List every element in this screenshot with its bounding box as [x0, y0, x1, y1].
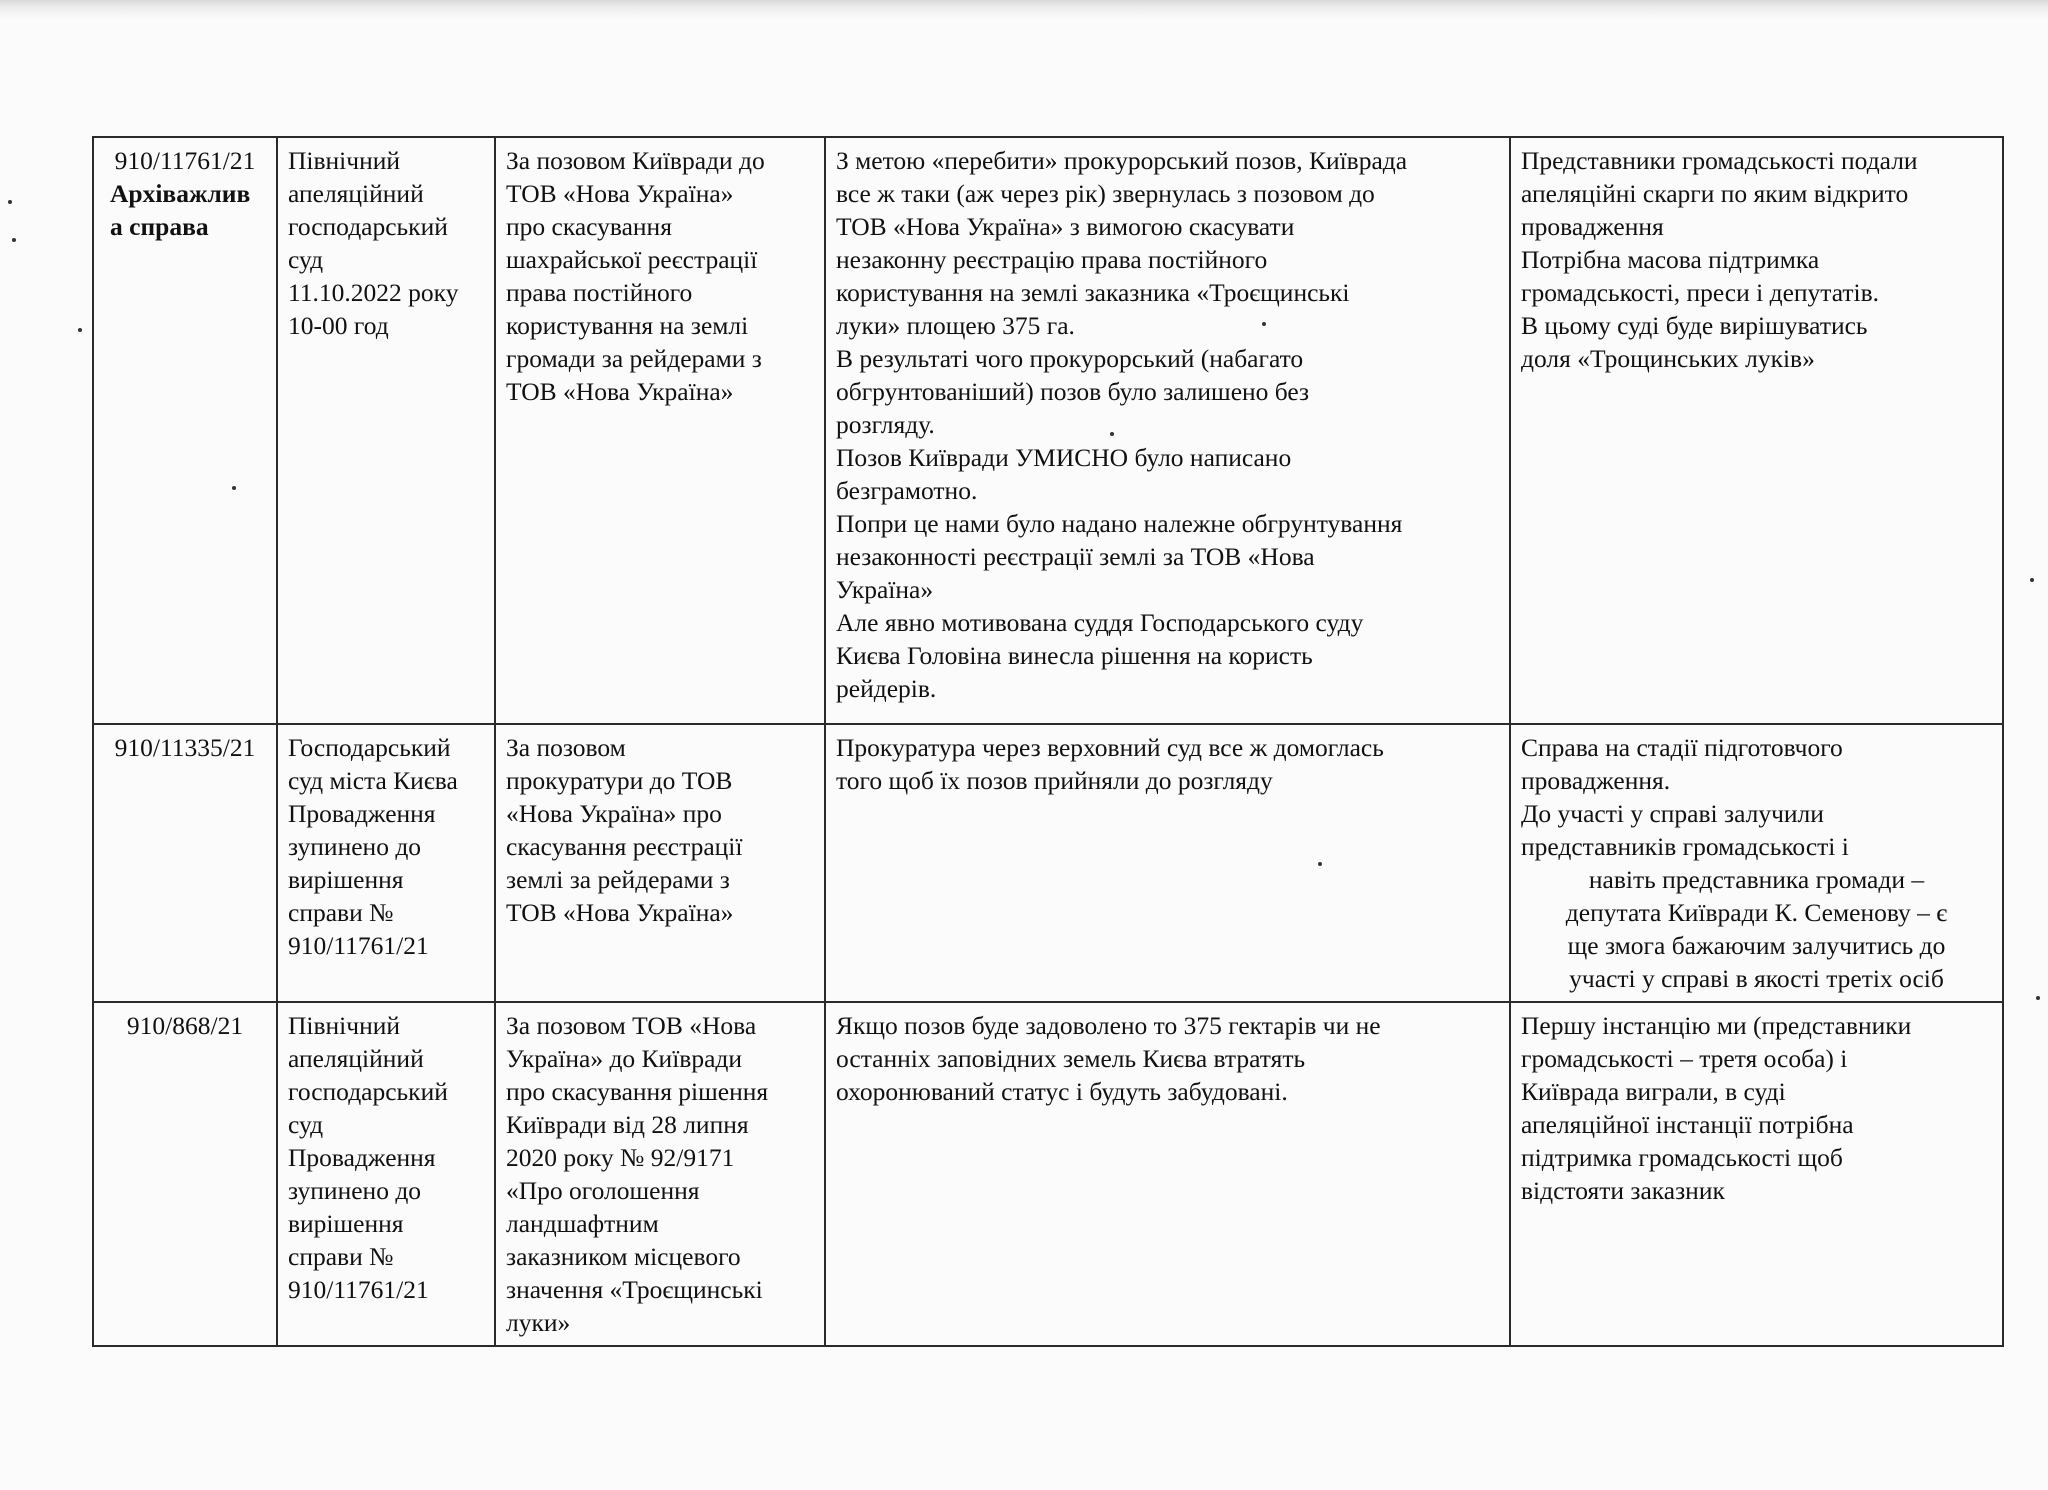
status-line: З метою «перебити» прокурорський позов, Київрада — [836, 146, 1408, 175]
note-line: громадськості – третя особа) і — [1521, 1044, 1848, 1073]
status-line: Прокуратура через верховний суд все ж домоглась — [836, 733, 1384, 762]
table-row — [93, 137, 2003, 724]
note-line: провадження. — [1521, 766, 1671, 795]
claim-cell — [495, 137, 825, 724]
court-line: вирішення — [288, 1209, 404, 1238]
claim-line: громади за рейдерами з — [506, 344, 762, 373]
status-line: В результаті чого прокурорський (набагато — [836, 344, 1304, 373]
status-cell — [825, 137, 1510, 724]
court-line: 10-00 год — [288, 311, 389, 340]
claim-line: ТОВ «Нова Україна» — [506, 179, 734, 208]
court-cell — [277, 724, 495, 1002]
claim-line: За позовом ТОВ «Нова — [506, 1011, 757, 1040]
court-line: суд — [288, 1110, 324, 1139]
court-line: апеляційний — [288, 179, 424, 208]
claim-line: прокуратури до ТОВ — [506, 766, 733, 795]
status-line: Україна» — [836, 575, 934, 604]
case-number-cell — [93, 137, 277, 724]
claim-line: ландшафтним — [506, 1209, 659, 1238]
court-line: справи № — [288, 1242, 394, 1271]
note-line: депутата Київради К. Семенову – є — [1565, 898, 1948, 927]
note-line: апеляційної інстанції потрібна — [1521, 1110, 1854, 1139]
status-line: Якщо позов буде задоволено то 375 гектарів чи не — [836, 1011, 1381, 1040]
claim-line: Україна» до Київради — [506, 1044, 743, 1073]
court-line: вирішення — [288, 865, 404, 894]
note-cell — [1510, 137, 2003, 724]
court-cell — [277, 137, 495, 724]
note-line: провадження — [1521, 212, 1664, 241]
claim-line: землі за рейдерами з — [506, 865, 730, 894]
court-line: 910/11761/21 — [288, 931, 429, 960]
claim-line: Київради від 28 липня — [506, 1110, 749, 1139]
case-number: 910/11335/21 — [114, 733, 256, 762]
court-line: апеляційний — [288, 1044, 424, 1073]
court-line: зупинено до — [288, 1176, 422, 1205]
claim-cell — [495, 1002, 825, 1346]
court-line: Північний — [288, 146, 401, 175]
claim-line: права постійного — [506, 278, 693, 307]
claim-line: заказником місцевого — [506, 1242, 741, 1271]
status-line: незаконності реєстрації землі за ТОВ «Нова — [836, 542, 1315, 571]
claim-cell — [495, 724, 825, 1002]
court-line: господарський — [288, 1077, 448, 1106]
claim-line: ТОВ «Нова Україна» — [506, 377, 734, 406]
status-line: охоронюваний статус і будуть забудовані. — [836, 1077, 1288, 1106]
court-line: суд міста Києва — [288, 766, 458, 795]
note-cell — [1510, 724, 2003, 1002]
status-line: рейдерів. — [836, 674, 937, 703]
claim-line: користування на землі — [506, 311, 749, 340]
note-line: доля «Трощинських луків» — [1521, 344, 1815, 373]
court-line: Провадження — [288, 799, 436, 828]
note-line: громадськості, преси і депутатів. — [1521, 278, 1880, 307]
scan-speck — [12, 238, 16, 242]
note-line: До участі у справі залучили — [1521, 799, 1824, 828]
note-cell — [1510, 1002, 2003, 1346]
status-line: ТОВ «Нова Україна» з вимогою скасувати — [836, 212, 1295, 241]
note-line: Представники громадськості подали — [1521, 146, 1918, 175]
status-line: Попри це нами було надано належне обгрунтування — [836, 509, 1403, 538]
court-line: справи № — [288, 898, 394, 927]
claim-line: значення «Троєщинські — [506, 1275, 763, 1304]
case-number-cell — [93, 1002, 277, 1346]
cases-table — [92, 136, 2004, 1347]
scan-edge — [0, 0, 2048, 18]
court-line: Північний — [288, 1011, 401, 1040]
note-line: представників громадськості і — [1521, 832, 1849, 861]
note-line: ще змога бажаючим залучитись до — [1567, 931, 1946, 960]
status-line: останніх заповідних земель Києва втратять — [836, 1044, 1306, 1073]
status-line: незаконну реєстрацію права постійного — [836, 245, 1268, 274]
court-line: суд — [288, 245, 324, 274]
scan-speck — [78, 328, 82, 332]
court-line: 11.10.2022 року — [288, 278, 459, 307]
case-number-cell — [93, 724, 277, 1002]
status-line: обгрунтованіший) позов було залишено без — [836, 377, 1310, 406]
note-line: апеляційні скарги по яким відкрито — [1521, 179, 1909, 208]
note-line: підтримка громадськості щоб — [1521, 1143, 1843, 1172]
status-line: розгляду. — [836, 410, 935, 439]
court-line: Господарський — [288, 733, 451, 762]
claim-line: За позовом Київради до — [506, 146, 765, 175]
court-line: господарський — [288, 212, 448, 241]
claim-line: «Про оголошення — [506, 1176, 700, 1205]
note-line: відстояти заказник — [1521, 1176, 1725, 1205]
table-row — [93, 1002, 2003, 1346]
claim-line: «Нова Україна» про — [506, 799, 722, 828]
court-cell — [277, 1002, 495, 1346]
note-line: В цьому суді буде вирішуватись — [1521, 311, 1868, 340]
claim-line: За позовом — [506, 733, 626, 762]
status-line: користування на землі заказника «Троєщинські — [836, 278, 1350, 307]
scan-speck — [2030, 578, 2034, 582]
note-line: Справа на стадії підготовчого — [1521, 733, 1843, 762]
claim-line: ТОВ «Нова Україна» — [506, 898, 734, 927]
claim-line: 2020 року № 92/9171 — [506, 1143, 735, 1172]
note-line: Потрібна масова підтримка — [1521, 245, 1820, 274]
status-line: Києва Головіна винесла рішення на користь — [836, 641, 1313, 670]
scan-speck — [2036, 996, 2040, 1000]
note-line: Першу інстанцію ми (представники — [1521, 1011, 1912, 1040]
status-line: безграмотно. — [836, 476, 978, 505]
status-line: все ж таки (аж через рік) звернулась з позовом до — [836, 179, 1375, 208]
status-cell — [825, 724, 1510, 1002]
case-number: 910/11761/21 — [114, 146, 256, 175]
scan-speck — [8, 200, 12, 204]
case-label: Архіважлив а справа — [110, 179, 251, 241]
claim-line: про скасування — [506, 212, 672, 241]
note-line: навіть представника громади – — [1588, 865, 1925, 894]
status-line: того щоб їх позов прийняли до розгляду — [836, 766, 1273, 795]
court-line: 910/11761/21 — [288, 1275, 429, 1304]
note-line: участі у справі в якості третіх осіб — [1569, 964, 1944, 993]
status-line: Але явно мотивована суддя Господарського суду — [836, 608, 1364, 637]
table-row — [93, 724, 2003, 1002]
status-cell — [825, 1002, 1510, 1346]
note-line: Київрада виграли, в суді — [1521, 1077, 1786, 1106]
case-number: 910/868/21 — [126, 1011, 244, 1040]
status-line: луки» площею 375 га. — [836, 311, 1075, 340]
claim-line: луки» — [506, 1308, 571, 1337]
claim-line: про скасування рішення — [506, 1077, 769, 1106]
claim-line: шахрайської реєстрації — [506, 245, 758, 274]
court-line: Провадження — [288, 1143, 436, 1172]
status-line: Позов Київради УМИСНО було написано — [836, 443, 1292, 472]
court-line: зупинено до — [288, 832, 422, 861]
claim-line: скасування реєстрації — [506, 832, 743, 861]
